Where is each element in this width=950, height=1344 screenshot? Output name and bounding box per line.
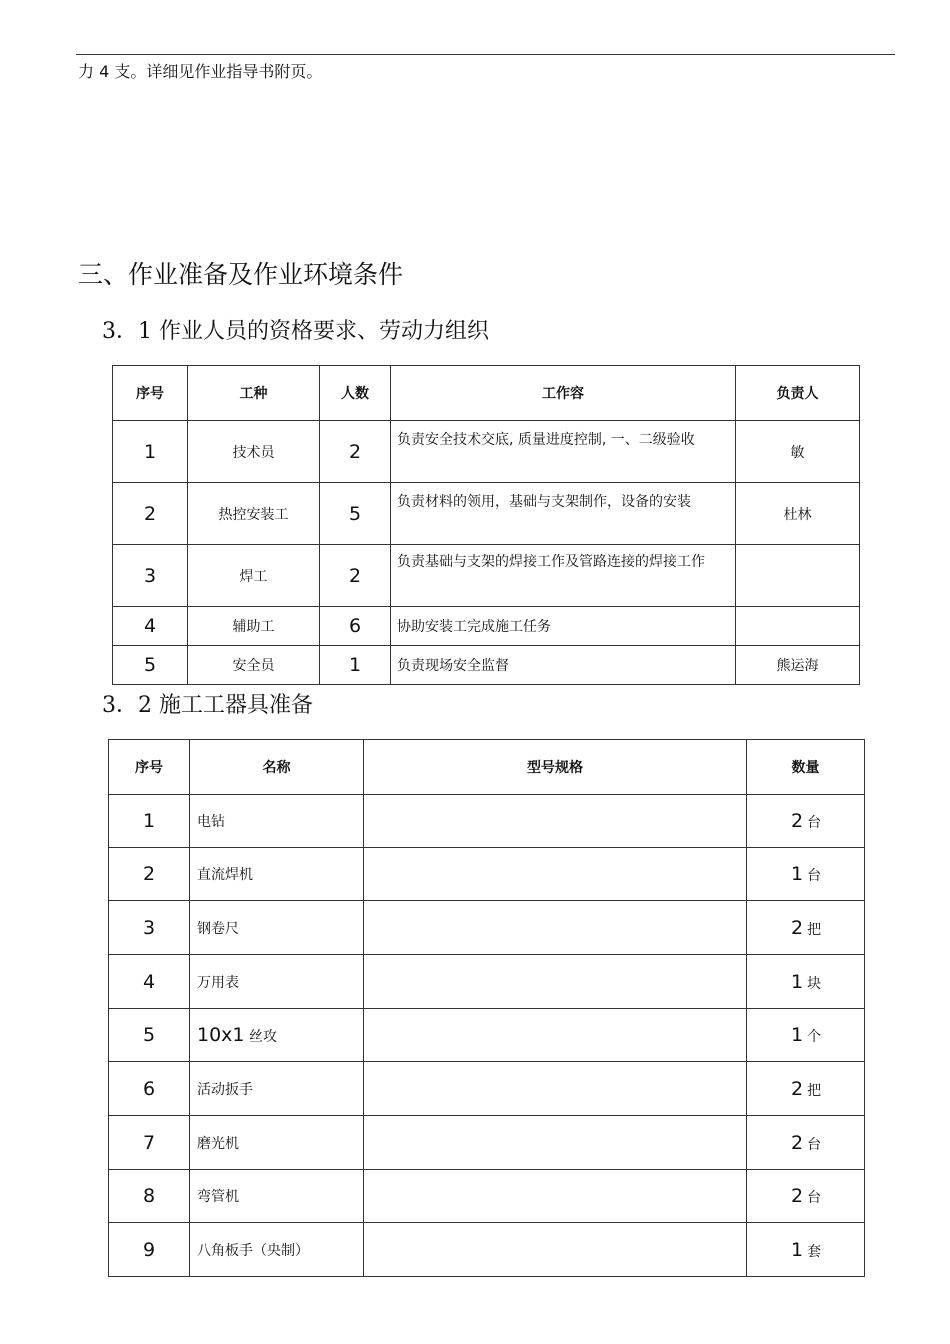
row-no: 8: [109, 1170, 190, 1223]
row-name: 直流焊机: [190, 848, 364, 901]
table-row: [109, 1062, 865, 1116]
row-type: 热控安装工: [188, 483, 320, 545]
row-lead: 熊运海: [736, 646, 860, 685]
tools-table: [108, 739, 865, 1277]
row-count: 1: [320, 646, 391, 685]
section-title: 三、作业准备及作业环境条件: [78, 260, 404, 289]
row-spec: [364, 1170, 747, 1223]
personnel-table: [112, 365, 860, 685]
row-count: 2: [320, 545, 391, 607]
row-qty: [747, 1009, 865, 1062]
table-row: [113, 607, 860, 646]
table-header-row: [109, 740, 865, 795]
table-row: [109, 955, 865, 1009]
row-work: 负责安全技术交底, 质量进度控制, 一、二级验收: [391, 421, 736, 483]
row-work: 协助安装工完成施工任务: [391, 607, 736, 646]
row-type: 辅助工: [188, 607, 320, 646]
row-no: 4: [109, 955, 190, 1009]
row-work: 负责基础与支架的焊接工作及管路连接的焊接工作: [391, 545, 736, 607]
row-no: 9: [109, 1223, 190, 1277]
qty-number: 2: [791, 1185, 804, 1207]
qty-unit: 把: [807, 1082, 822, 1099]
row-qty: [747, 955, 865, 1009]
col-header-work: 工作容: [391, 366, 736, 421]
row-name: 电钻: [190, 795, 364, 848]
row-lead: [736, 545, 860, 607]
table-row: [109, 1223, 865, 1277]
row-no: 3: [113, 545, 188, 607]
qty-unit: 台: [807, 815, 822, 831]
row-spec: [364, 795, 747, 848]
qty-unit: 台: [807, 868, 822, 884]
col-header-lead: 负责人: [736, 366, 860, 421]
qty-number: 1: [791, 1238, 804, 1261]
row-no: 1: [109, 795, 190, 848]
row-work: 负责现场安全监督: [391, 646, 736, 685]
row-no: 1: [113, 421, 188, 483]
row-name: 八角板手（央制）: [190, 1223, 364, 1277]
row-spec: [364, 955, 747, 1009]
row-no: 7: [109, 1116, 190, 1170]
qty-number: 1: [791, 1024, 804, 1046]
name-text: 丝攻: [248, 1029, 277, 1045]
row-qty: [747, 795, 865, 848]
qty-number: 2: [791, 1131, 804, 1154]
subsection-title-personnel: 3．1 作业人员的资格要求、劳动力组织: [102, 319, 489, 344]
col-header-type: 工种: [188, 366, 320, 421]
row-count: 5: [320, 483, 391, 545]
col-header-no: 序号: [109, 740, 190, 795]
row-qty: [747, 1062, 865, 1116]
qty-number: 2: [791, 1077, 804, 1100]
qty-number: 1: [791, 970, 804, 993]
row-name: [190, 1009, 364, 1062]
row-no: 2: [109, 848, 190, 901]
table-header-row: [113, 366, 860, 421]
table-row: [109, 1009, 865, 1062]
col-header-spec: 型号规格: [364, 740, 747, 795]
row-spec: [364, 901, 747, 955]
qty-number: 2: [791, 810, 804, 832]
row-count: 2: [320, 421, 391, 483]
qty-unit: 套: [807, 1243, 822, 1260]
row-spec: [364, 848, 747, 901]
table-row: [113, 646, 860, 685]
qty-unit: 把: [807, 921, 822, 938]
row-lead: [736, 607, 860, 646]
col-header-count: 人数: [320, 366, 391, 421]
row-type: 技术员: [188, 421, 320, 483]
row-spec: [364, 1223, 747, 1277]
col-header-qty: 数量: [747, 740, 865, 795]
row-qty: [747, 901, 865, 955]
row-spec: [364, 1062, 747, 1116]
qty-unit: 台: [807, 1190, 822, 1206]
row-no: 6: [109, 1062, 190, 1116]
table-row: [109, 1116, 865, 1170]
row-count: 6: [320, 607, 391, 646]
row-no: 2: [113, 483, 188, 545]
table-row: [109, 1170, 865, 1223]
row-lead: 敏: [736, 421, 860, 483]
row-work: 负责材料的领用，基础与支架制作，设备的安装: [391, 483, 736, 545]
qty-unit: 块: [807, 975, 822, 992]
qty-number: 1: [791, 863, 804, 885]
row-qty: [747, 848, 865, 901]
col-header-name: 名称: [190, 740, 364, 795]
row-name: 钢卷尺: [190, 901, 364, 955]
row-name: 万用表: [190, 955, 364, 1009]
table-row: [109, 901, 865, 955]
table-row: [109, 848, 865, 901]
qty-number: 2: [791, 916, 804, 939]
row-spec: [364, 1009, 747, 1062]
row-spec: [364, 1116, 747, 1170]
row-qty: [747, 1223, 865, 1277]
row-name: 磨光机: [190, 1116, 364, 1170]
name-prefix: 10x1: [197, 1024, 245, 1046]
row-qty: [747, 1116, 865, 1170]
row-lead: 杜林: [736, 483, 860, 545]
row-name: 活动扳手: [190, 1062, 364, 1116]
table-row: [113, 421, 860, 483]
row-type: 安全员: [188, 646, 320, 685]
row-no: 5: [109, 1009, 190, 1062]
intro-text: 力 4 支。详细见作业指导书附页。: [78, 62, 323, 81]
qty-unit: 台: [807, 1136, 822, 1153]
table-row: [113, 483, 860, 545]
header-rule: [76, 54, 895, 55]
row-qty: [747, 1170, 865, 1223]
row-type: 焊工: [188, 545, 320, 607]
row-no: 4: [113, 607, 188, 646]
row-no: 3: [109, 901, 190, 955]
qty-unit: 个: [807, 1029, 822, 1045]
row-name: 弯管机: [190, 1170, 364, 1223]
row-no: 5: [113, 646, 188, 685]
col-header-no: 序号: [113, 366, 188, 421]
table-row: [113, 545, 860, 607]
subsection-title-tools: 3．2 施工工器具准备: [102, 693, 313, 718]
table-row: [109, 795, 865, 848]
